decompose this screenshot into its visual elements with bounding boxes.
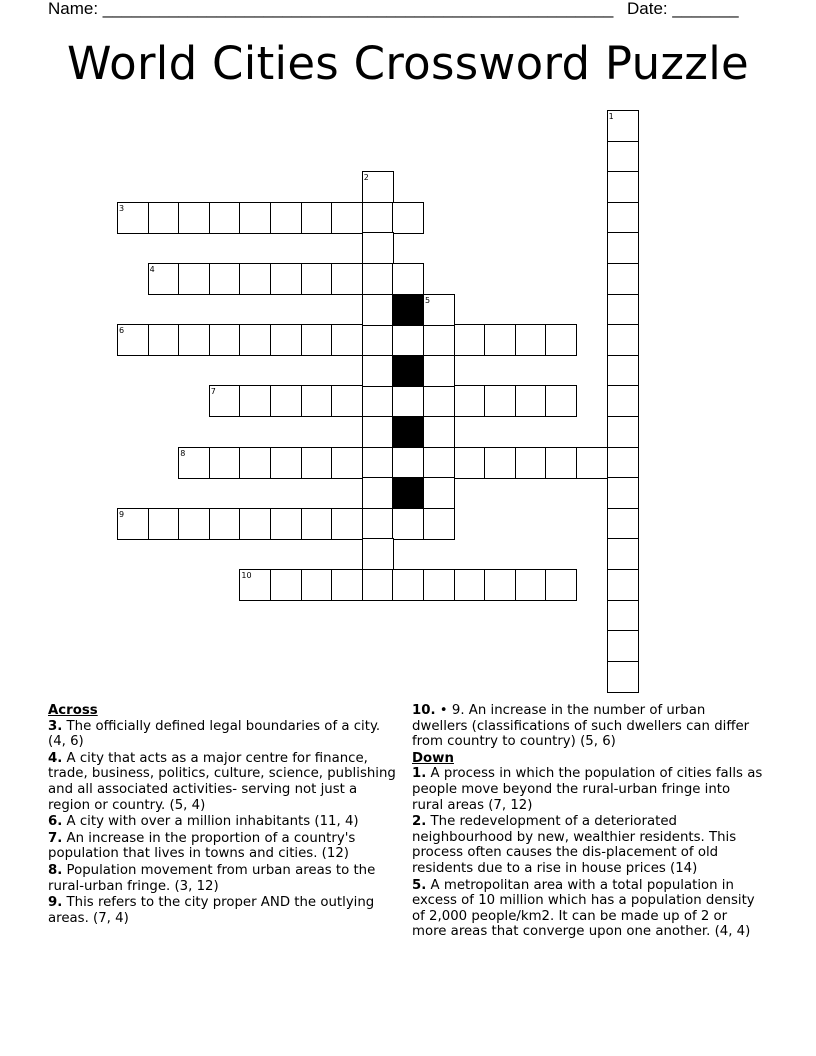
grid-number: 8 — [180, 448, 186, 458]
grid-cell[interactable] — [331, 324, 363, 356]
grid-cell[interactable] — [331, 263, 363, 295]
grid-cell[interactable] — [362, 416, 394, 448]
grid-cell[interactable] — [545, 447, 577, 479]
grid-cell[interactable] — [423, 569, 455, 601]
grid-cell[interactable] — [270, 508, 302, 540]
grid-cell[interactable] — [392, 385, 424, 417]
grid-cell[interactable] — [270, 263, 302, 295]
grid-block — [392, 416, 424, 448]
grid-cell[interactable] — [423, 447, 455, 479]
grid-cell[interactable] — [607, 355, 639, 387]
grid-cell[interactable] — [239, 385, 271, 417]
grid-cell[interactable] — [607, 538, 639, 570]
clues-left-column — [48, 703, 398, 927]
grid-cell[interactable] — [454, 324, 486, 356]
across-clue-7: 7. An increase in the proportion of a country's population that lives in towns and cities. (12) — [48, 830, 356, 862]
grid-cell[interactable] — [607, 600, 639, 632]
grid-cell[interactable] — [270, 385, 302, 417]
grid-cell[interactable] — [239, 263, 271, 295]
date-field: Date: _______ — [627, 0, 739, 18]
grid-cell[interactable] — [178, 324, 210, 356]
grid-cell[interactable] — [607, 416, 639, 448]
grid-cell[interactable] — [607, 447, 639, 479]
grid-cell[interactable] — [423, 477, 455, 509]
down-clue-5: 5. A metropolitan area with a total population in excess of 10 million which has a population density of 2,000 people/km2. It can be made up of 2 or more areas that converge upon one another. (4, 4) — [412, 877, 755, 940]
grid-cell[interactable] — [484, 385, 516, 417]
grid-number: 10 — [241, 571, 252, 580]
grid-number: 7 — [210, 387, 216, 397]
grid-cell[interactable] — [484, 324, 516, 356]
grid-cell[interactable] — [270, 324, 302, 356]
grid-cell[interactable] — [607, 141, 639, 173]
grid-cell[interactable] — [331, 202, 363, 234]
grid-cell[interactable] — [362, 263, 394, 295]
down-clue-2: 2. The redevelopment of a deteriorated neighbourhood by new, wealthier residents. This process often causes the dis-placement of old residents due to a rise in house prices (14) — [412, 814, 737, 876]
grid-cell[interactable] — [301, 263, 333, 295]
grid-number: 6 — [119, 326, 125, 336]
clues-right-column — [412, 703, 764, 941]
grid-cell[interactable] — [209, 202, 241, 234]
grid-cell[interactable] — [515, 447, 547, 479]
grid-cell[interactable] — [301, 202, 333, 234]
grid-cell[interactable] — [423, 508, 455, 540]
page-title: World Cities Crossword Puzzle — [66, 37, 750, 90]
grid-cell[interactable] — [607, 232, 639, 264]
grid-number: 2 — [363, 173, 369, 183]
grid-cell[interactable] — [331, 385, 363, 417]
grid-block — [392, 294, 424, 326]
grid-cell[interactable] — [423, 416, 455, 448]
across-clue-10: 10. • 9. An increase in the number of urban dwellers (classifications of such dwellers can differ from country to country) (5, 6) — [412, 703, 750, 750]
grid-cell[interactable] — [209, 508, 241, 540]
across-clue-3: 3. The officially defined legal boundaries of a city. (4, 6) — [48, 718, 381, 750]
grid-cell[interactable] — [362, 508, 394, 540]
grid-cell[interactable] — [270, 447, 302, 479]
grid-cell[interactable] — [239, 508, 271, 540]
grid-cell[interactable] — [392, 447, 424, 479]
grid-cell[interactable] — [454, 569, 486, 601]
grid-cell[interactable] — [209, 447, 241, 479]
grid-cell[interactable] — [607, 202, 639, 234]
across-clue-8: 8. Population movement from urban areas to the rural-urban fringe. (3, 12) — [48, 862, 376, 894]
grid-cell[interactable] — [301, 508, 333, 540]
grid-cell[interactable] — [239, 447, 271, 479]
grid-cell[interactable] — [484, 569, 516, 601]
grid-cell[interactable] — [270, 202, 302, 234]
grid-cell[interactable] — [148, 508, 180, 540]
grid-cell[interactable] — [392, 569, 424, 601]
grid-cell[interactable] — [607, 661, 639, 693]
grid-cell[interactable] — [331, 569, 363, 601]
grid-number: 1 — [608, 112, 614, 121]
grid-cell[interactable] — [392, 508, 424, 540]
grid-cell[interactable] — [362, 294, 394, 326]
grid-cell[interactable] — [423, 355, 455, 387]
grid-cell[interactable] — [209, 263, 241, 295]
grid-cell[interactable] — [607, 508, 639, 540]
grid-cell[interactable] — [515, 324, 547, 356]
grid-cell[interactable] — [178, 508, 210, 540]
grid-cell[interactable] — [454, 447, 486, 479]
grid-cell[interactable] — [239, 202, 271, 234]
grid-cell[interactable] — [209, 324, 241, 356]
grid-block — [392, 355, 424, 387]
grid-cell[interactable] — [362, 538, 394, 570]
grid-cell[interactable] — [331, 447, 363, 479]
grid-cell[interactable] — [607, 477, 639, 509]
grid-cell[interactable] — [423, 385, 455, 417]
grid-number: 4 — [149, 265, 155, 274]
grid-cell[interactable] — [545, 385, 577, 417]
grid-cell[interactable] — [148, 324, 180, 356]
grid-cell[interactable] — [607, 324, 639, 356]
grid-cell[interactable] — [392, 324, 424, 356]
grid-cell[interactable] — [148, 202, 180, 234]
grid-cell[interactable] — [607, 569, 639, 601]
grid-cell[interactable] — [362, 232, 394, 264]
grid-cell[interactable] — [362, 569, 394, 601]
grid-number: 5 — [425, 295, 431, 305]
grid-cell[interactable] — [178, 202, 210, 234]
grid-cell[interactable] — [178, 263, 210, 295]
grid-cell[interactable] — [515, 385, 547, 417]
grid-cell[interactable] — [239, 324, 271, 356]
grid-cell[interactable] — [607, 171, 639, 203]
across-heading: Across — [48, 703, 98, 718]
grid-number: 3 — [119, 203, 125, 213]
across-clue-6: 6. A city with over a million inhabitants (11, 4) — [48, 814, 359, 830]
grid-cell[interactable] — [362, 324, 394, 356]
grid-cell[interactable] — [545, 569, 577, 601]
grid-cell[interactable] — [331, 508, 363, 540]
grid-cell[interactable] — [607, 263, 639, 295]
grid-number: 9 — [119, 509, 125, 519]
down-heading: Down — [412, 750, 454, 766]
grid-cell[interactable] — [301, 385, 333, 417]
grid-cell[interactable] — [607, 385, 639, 417]
grid-cell[interactable] — [392, 202, 424, 234]
grid-cell[interactable] — [515, 569, 547, 601]
grid-cell[interactable] — [423, 324, 455, 356]
grid-cell[interactable] — [362, 355, 394, 387]
grid-block — [392, 477, 424, 509]
grid-cell[interactable] — [362, 202, 394, 234]
grid-cell[interactable] — [301, 324, 333, 356]
grid-cell[interactable] — [484, 447, 516, 479]
grid-cell[interactable] — [301, 569, 333, 601]
grid-cell[interactable] — [607, 294, 639, 326]
grid-cell[interactable] — [362, 385, 394, 417]
across-clue-9: 9. This refers to the city proper AND the outlying areas. (7, 4) — [48, 895, 375, 926]
down-clue-1: 1. A process in which the population of cities falls as people move beyond the rural-urban fringe into rural areas (7, 12) — [412, 766, 763, 813]
grid-cell[interactable] — [362, 477, 394, 509]
across-clue-4: 4. A city that acts as a major centre for finance, trade, business, politics, culture, science, publishing and all associated activities- serving not just a region or country. (5, 4) — [48, 750, 396, 813]
grid-cell[interactable] — [545, 324, 577, 356]
grid-cell[interactable] — [362, 447, 394, 479]
grid-cell[interactable] — [607, 630, 639, 662]
name-field: Name: ______________________________________________________ — [48, 0, 614, 18]
grid-cell[interactable] — [270, 569, 302, 601]
grid-cell[interactable] — [392, 263, 424, 295]
grid-cell[interactable] — [301, 447, 333, 479]
grid-cell[interactable] — [576, 447, 608, 479]
grid-cell[interactable] — [454, 385, 486, 417]
